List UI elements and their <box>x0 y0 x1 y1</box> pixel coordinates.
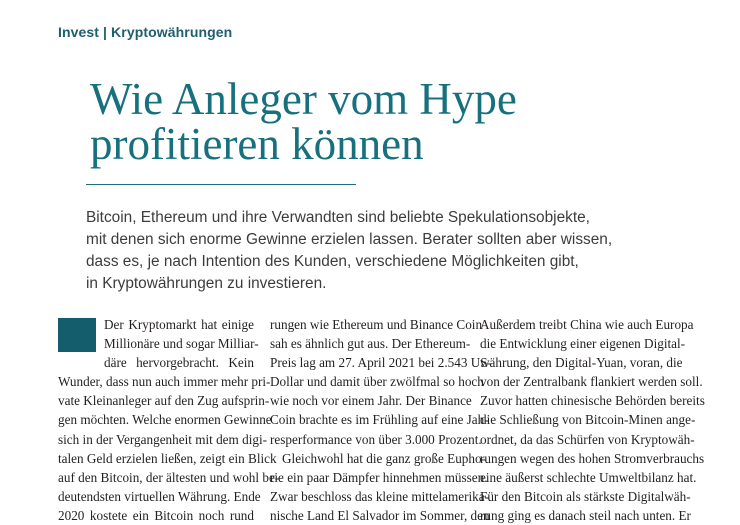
body-line: vate Kleinanleger auf den Zug aufsprin- <box>58 393 270 409</box>
title-line: Wie Anleger vom Hype <box>90 74 517 124</box>
lead-line: dass es, je nach Intention des Kunden, verschiedene Möglichkeiten gibt, <box>86 253 579 270</box>
body-line: däre hervorgebracht. Kein <box>104 355 254 371</box>
body-line: 2020 kostete ein Bitcoin noch rund <box>58 507 254 523</box>
body-line: Coin brachte es im Frühling auf eine Jah- <box>270 412 489 428</box>
body-line: nische Land El Salvador im Sommer, den <box>270 507 490 523</box>
body-line: währung, den Digital-Yuan, voran, die <box>480 355 683 371</box>
section-kicker: Invest | Kryptowährungen <box>58 24 233 40</box>
body-line: Preis lag am 27. April 2021 bei 2.543 US- <box>270 355 492 371</box>
body-line: rungen wie Ethereum und Binance Coin <box>270 317 483 332</box>
body-line: Gleichwohl hat die ganz große Eupho- <box>282 450 486 466</box>
body-column-2 <box>270 315 492 525</box>
lead-line: Bitcoin, Ethereum und ihre Verwandten sind beliebte Spekulationsobjekte, <box>86 209 590 226</box>
body-line: eine äußerst schlechte Umweltbilanz hat. <box>480 469 697 485</box>
title-divider <box>86 184 356 185</box>
title-line: profitieren können <box>90 119 424 169</box>
body-line: talen Geld erzielen ließen, zeigt ein Blick <box>58 450 277 466</box>
article-lead <box>86 207 686 295</box>
body-line: Zuvor hatten chinesische Behörden bereits <box>480 393 705 409</box>
body-line: Der Kryptomarkt hat einige <box>104 317 254 332</box>
body-line: Wunder, dass nun auch immer mehr pri- <box>58 374 271 390</box>
body-line: resperformance von über 3.000 Prozent. <box>270 431 482 447</box>
body-line: ordnet, da das Schürfen von Kryptowäh- <box>480 431 695 447</box>
body-line: Zwar beschloss das kleine mittelamerika- <box>270 488 489 504</box>
body-line: deutendsten virtuellen Währung. Ende <box>58 488 261 504</box>
body-line: Dollar und damit über zwölfmal so hoch <box>270 374 484 390</box>
body-column-1 <box>58 315 280 525</box>
lead-line: in Kryptowährungen zu investieren. <box>86 275 327 292</box>
body-line: die Schließung von Bitcoin-Minen ange- <box>480 412 696 428</box>
body-line: gen möchten. Welche enormen Gewinne <box>58 412 272 428</box>
body-line: wie noch vor einem Jahr. Der Binance <box>270 393 472 409</box>
body-line: Außerdem treibt China wie auch Europa <box>480 317 694 332</box>
body-line: rie ein paar Dämpfer hinnehmen müssen. <box>270 469 488 485</box>
body-line: Millionäre und sogar Milliar- <box>104 336 259 352</box>
body-column-3 <box>480 315 705 525</box>
body-line: sah es ähnlich gut aus. Der Ethereum- <box>270 336 471 352</box>
body-line: Für den Bitcoin als stärkste Digitalwäh- <box>480 488 691 504</box>
body-line: sich in der Vergangenheit mit dem digi- <box>58 431 268 447</box>
article-title <box>90 74 710 169</box>
body-line: rung ging es danach steil nach unten. Er <box>480 507 691 523</box>
body-line: von der Zentralbank flankiert werden soll. <box>480 374 703 390</box>
body-line: rungen wegen des hohen Stromverbrauchs <box>480 450 705 466</box>
lead-line: mit denen sich enorme Gewinne erzielen lassen. Berater sollten aber wissen, <box>86 231 613 248</box>
body-line: auf den Bitcoin, der ältesten und wohl be- <box>58 469 280 485</box>
body-line: die Entwicklung einer eigenen Digital- <box>480 336 686 352</box>
